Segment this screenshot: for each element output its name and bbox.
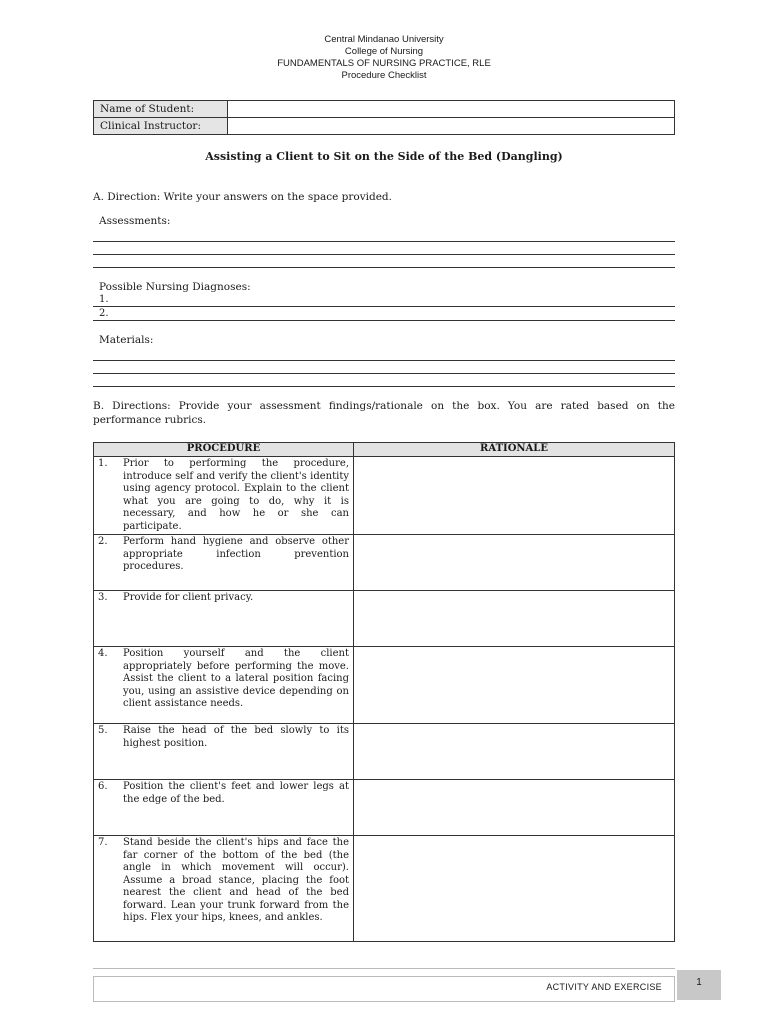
assessments-answer-line[interactable]	[93, 267, 675, 268]
student-name-row	[94, 101, 675, 118]
procedure-row	[94, 535, 675, 591]
course-name: FUNDAMENTALS OF NURSING PRACTICE, RLE	[277, 58, 491, 69]
procedure-cell	[94, 780, 354, 836]
clinical-instructor-field[interactable]	[228, 118, 675, 135]
rationale-column-header: RATIONALE	[354, 443, 675, 457]
footer-divider	[93, 968, 675, 969]
step-number: 5.	[98, 725, 108, 736]
procedure-cell	[94, 836, 354, 942]
diagnosis-item-2: 2.	[99, 308, 109, 319]
document-header	[0, 34, 768, 82]
materials-answer-line[interactable]	[93, 360, 675, 361]
step-text: Position the client's feet and lower legs at the edge of the bed.	[123, 781, 349, 805]
rationale-cell[interactable]	[354, 780, 675, 836]
procedure-row	[94, 591, 675, 647]
step-text: Position yourself and the client appropriately before performing the move. Assist the client to a lateral position facing you, using an assistive device depending on client assistance needs.	[123, 648, 349, 709]
rationale-cell[interactable]	[354, 836, 675, 942]
procedure-cell	[94, 535, 354, 591]
procedure-title: Assisting a Client to Sit on the Side of the Bed (Dangling)	[205, 150, 563, 163]
step-number: 4.	[98, 648, 108, 659]
diagnosis-item-1: 1.	[99, 294, 109, 305]
procedure-cell	[94, 457, 354, 535]
procedure-column-header: PROCEDURE	[94, 443, 354, 457]
section-b-direction: B. Directions: Provide your assessment findings/rationale on the box. You are rated based on the performance rubrics.	[93, 400, 675, 426]
rationale-cell[interactable]	[354, 535, 675, 591]
procedure-table-header	[94, 443, 675, 457]
diagnoses-label: Possible Nursing Diagnoses:	[99, 281, 251, 293]
step-text: Provide for client privacy.	[123, 592, 254, 603]
footer-section-label: ACTIVITY AND EXERCISE	[546, 982, 662, 992]
student-name-label: Name of Student:	[94, 101, 228, 118]
step-text: Raise the head of the bed slowly to its highest position.	[123, 725, 349, 749]
procedure-table	[93, 442, 675, 942]
procedure-row	[94, 647, 675, 724]
procedure-row	[94, 457, 675, 535]
document-type: Procedure Checklist	[341, 70, 427, 81]
procedure-cell	[94, 591, 354, 647]
step-number: 7.	[98, 837, 108, 848]
procedure-row	[94, 724, 675, 780]
step-text: Stand beside the client's hips and face the far corner of the bottom of the bed (the angle in which movement will occur). Assume a broad stance, placing the foot nearest the client and head of the bed forward. Lean your trunk forward from the hips. Flex your hips, knees, and ankles.	[123, 837, 349, 923]
step-text: Prior to performing the procedure, introduce self and verify the client's identity using agency protocol. Explain to the client what you are going to do, why it is necessary, and how he or she can participate.	[123, 458, 349, 532]
procedure-cell	[94, 647, 354, 724]
rationale-cell[interactable]	[354, 647, 675, 724]
assessments-answer-line[interactable]	[93, 254, 675, 255]
page-number: 1	[677, 970, 721, 1000]
rationale-cell[interactable]	[354, 724, 675, 780]
diagnosis-answer-line[interactable]	[93, 320, 675, 321]
materials-label: Materials:	[99, 334, 154, 346]
step-number: 6.	[98, 781, 108, 792]
student-name-field[interactable]	[228, 101, 675, 118]
clinical-instructor-row	[94, 118, 675, 135]
rationale-cell[interactable]	[354, 457, 675, 535]
step-number: 3.	[98, 592, 108, 603]
section-a-direction: A. Direction: Write your answers on the space provided.	[93, 191, 392, 203]
rationale-cell[interactable]	[354, 591, 675, 647]
diagnosis-answer-line[interactable]	[93, 306, 675, 307]
university-name: Central Mindanao University	[324, 34, 444, 45]
student-info-table	[93, 100, 675, 135]
assessments-answer-line[interactable]	[93, 241, 675, 242]
college-name: College of Nursing	[344, 46, 424, 57]
materials-answer-line[interactable]	[93, 373, 675, 374]
step-text: Perform hand hygiene and observe other appropriate infection prevention procedures.	[123, 536, 349, 572]
assessments-label: Assessments:	[99, 215, 171, 227]
procedure-cell	[94, 724, 354, 780]
procedure-row	[94, 836, 675, 942]
materials-answer-line[interactable]	[93, 386, 675, 387]
procedure-row	[94, 780, 675, 836]
clinical-instructor-label: Clinical Instructor:	[94, 118, 228, 135]
step-number: 2.	[98, 536, 108, 547]
step-number: 1.	[98, 458, 108, 469]
